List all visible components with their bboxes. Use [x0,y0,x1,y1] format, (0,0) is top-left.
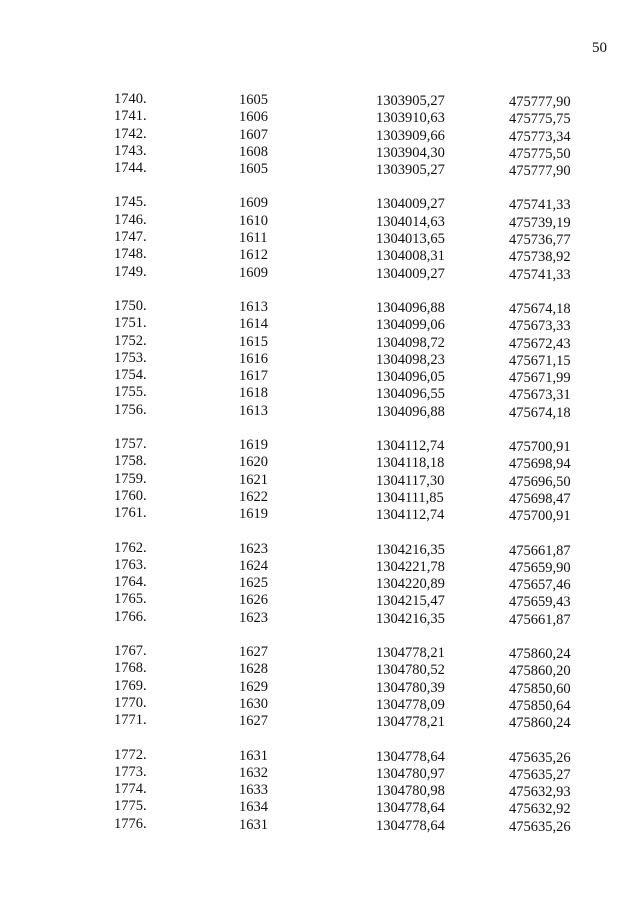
table-row [0,748,640,765]
table-row [0,644,640,661]
point-number-cell: 1605 [239,92,268,108]
x-coordinate-cell: 1303904,30 [376,144,445,161]
table-row [0,144,640,161]
point-number-cell: 1605 [239,161,268,178]
table-row [0,316,640,333]
coordinate-table [0,92,640,851]
table-row [0,454,640,471]
x-coordinate-cell: 1304111,85 [376,489,444,506]
x-coordinate-cell: 1304096,88 [376,403,445,420]
row-index-cell: 1761. [114,505,147,522]
point-number-cell: 1634 [239,799,268,816]
table-row [0,92,640,109]
point-number-cell: 1613 [239,298,268,315]
row-index-cell: 1746. [114,211,147,228]
row-index-cell: 1757. [114,436,147,453]
point-number-cell: 1628 [239,661,268,678]
y-coordinate-cell: 475773,34 [509,128,571,145]
point-number-cell: 1624 [239,557,268,574]
row-index-cell: 1753. [114,349,147,366]
y-coordinate-cell: 475739,19 [509,214,571,231]
point-number-cell: 1627 [239,644,268,661]
row-index-cell: 1756. [114,401,147,418]
table-row [0,489,640,506]
table-row [0,765,640,782]
x-coordinate-cell: 1304008,31 [376,248,445,265]
x-coordinate-cell: 1304778,21 [376,645,445,662]
table-row [0,247,640,264]
x-coordinate-cell: 1304778,09 [376,696,445,713]
point-number-cell: 1615 [239,333,268,350]
y-coordinate-cell: 475777,90 [509,163,571,180]
table-row [0,558,640,575]
y-coordinate-cell: 475741,33 [509,266,571,283]
row-index-cell: 1760. [114,487,147,504]
row-index-cell: 1750. [114,297,147,314]
x-coordinate-cell: 1304096,55 [376,386,445,403]
y-coordinate-cell: 475860,20 [509,663,571,680]
row-index-cell: 1764. [114,574,147,591]
table-row [0,213,640,230]
point-number-cell: 1613 [239,402,268,419]
x-coordinate-cell: 1304778,64 [376,800,445,817]
y-coordinate-cell: 475671,99 [509,370,571,387]
y-coordinate-cell: 475674,18 [509,404,571,421]
row-index-cell: 1745. [114,194,147,211]
table-row [0,161,640,178]
row-index-cell: 1765. [114,591,147,608]
y-coordinate-cell: 475698,47 [509,490,571,507]
row-index-cell: 1770. [114,694,147,711]
point-number-cell: 1620 [239,454,268,471]
point-number-cell: 1617 [239,368,268,385]
row-index-cell: 1755. [114,384,147,401]
x-coordinate-cell: 1303910,63 [376,110,445,127]
row-index-cell: 1754. [114,367,147,384]
row-index-cell: 1759. [114,470,147,487]
table-row [0,265,640,282]
page-number: 50 [592,40,607,56]
point-number-cell: 1619 [239,437,268,454]
table-row [0,713,640,730]
table-row [0,437,640,454]
y-coordinate-cell: 475659,90 [509,559,571,576]
table-row [0,679,640,696]
point-number-cell: 1609 [239,195,268,212]
y-coordinate-cell: 475777,90 [509,94,571,110]
y-coordinate-cell: 475736,77 [509,232,571,249]
y-coordinate-cell: 475657,46 [509,577,571,594]
point-number-cell: 1622 [239,488,268,505]
x-coordinate-cell: 1304215,47 [376,593,445,610]
y-coordinate-cell: 475775,75 [509,111,571,128]
y-coordinate-cell: 475661,87 [509,611,571,628]
row-index-cell: 1751. [114,315,147,332]
y-coordinate-cell: 475661,87 [509,542,571,559]
point-number-cell: 1609 [239,264,268,281]
point-number-cell: 1606 [239,109,268,126]
y-coordinate-cell: 475671,15 [509,352,571,369]
point-number-cell: 1612 [239,247,268,264]
y-coordinate-cell: 475635,27 [509,766,571,783]
row-index-cell: 1776. [114,815,147,832]
row-index-cell: 1744. [114,160,147,177]
y-coordinate-cell: 475632,92 [509,801,571,818]
table-row [0,403,640,420]
table-row [0,334,640,351]
point-number-cell: 1619 [239,506,268,523]
point-number-cell: 1610 [239,212,268,229]
point-number-cell: 1631 [239,816,268,833]
x-coordinate-cell: 1304118,18 [376,455,445,472]
row-index-cell: 1769. [114,677,147,694]
x-coordinate-cell: 1303905,27 [376,162,445,179]
x-coordinate-cell: 1304013,65 [376,231,445,248]
row-index-cell: 1742. [114,125,147,142]
point-number-cell: 1623 [239,540,268,557]
table-row [0,351,640,368]
point-number-cell: 1625 [239,575,268,592]
point-number-cell: 1618 [239,385,268,402]
row-index-cell: 1748. [114,246,147,263]
x-coordinate-cell: 1304220,89 [376,576,445,593]
x-coordinate-cell: 1304009,27 [376,196,445,213]
y-coordinate-cell: 475860,24 [509,646,571,663]
point-number-cell: 1630 [239,695,268,712]
x-coordinate-cell: 1304112,74 [376,507,445,524]
table-row [0,661,640,678]
table-row [0,575,640,592]
table-row [0,782,640,799]
x-coordinate-cell: 1304780,97 [376,765,445,782]
table-row [0,299,640,316]
x-coordinate-cell: 1304117,30 [376,472,445,489]
y-coordinate-cell: 475850,60 [509,680,571,697]
point-number-cell: 1611 [239,230,268,247]
table-row [0,472,640,489]
row-index-cell: 1773. [114,763,147,780]
coordinate-group [0,748,640,834]
point-number-cell: 1616 [239,350,268,367]
row-index-cell: 1743. [114,142,147,159]
coordinate-group [0,299,640,420]
x-coordinate-cell: 1304778,64 [376,817,445,834]
point-number-cell: 1623 [239,609,268,626]
row-index-cell: 1763. [114,556,147,573]
table-row [0,799,640,816]
point-number-cell: 1621 [239,471,268,488]
y-coordinate-cell: 475741,33 [509,197,571,214]
y-coordinate-cell: 475700,91 [509,508,571,525]
table-row [0,368,640,385]
table-row [0,109,640,126]
point-number-cell: 1614 [239,316,268,333]
point-number-cell: 1631 [239,747,268,764]
y-coordinate-cell: 475698,94 [509,456,571,473]
row-index-cell: 1752. [114,332,147,349]
coordinate-group [0,541,640,627]
point-number-cell: 1626 [239,592,268,609]
row-index-cell: 1772. [114,746,147,763]
row-index-cell: 1741. [114,108,147,125]
y-coordinate-cell: 475738,92 [509,249,571,266]
point-number-cell: 1627 [239,713,268,730]
x-coordinate-cell: 1304112,74 [376,438,445,455]
y-coordinate-cell: 475632,93 [509,784,571,801]
row-index-cell: 1766. [114,608,147,625]
x-coordinate-cell: 1304780,98 [376,783,445,800]
x-coordinate-cell: 1304216,35 [376,610,445,627]
table-row [0,610,640,627]
row-index-cell: 1775. [114,798,147,815]
row-index-cell: 1771. [114,712,147,729]
y-coordinate-cell: 475850,64 [509,697,571,714]
x-coordinate-cell: 1304096,05 [376,369,445,386]
y-coordinate-cell: 475659,43 [509,594,571,611]
row-index-cell: 1767. [114,643,147,660]
table-row [0,592,640,609]
x-coordinate-cell: 1304216,35 [376,541,445,558]
y-coordinate-cell: 475696,50 [509,473,571,490]
coordinate-group [0,437,640,523]
y-coordinate-cell: 475673,33 [509,318,571,335]
x-coordinate-cell: 1304780,52 [376,662,445,679]
point-number-cell: 1632 [239,764,268,781]
table-row [0,506,640,523]
y-coordinate-cell: 475700,91 [509,439,571,456]
y-coordinate-cell: 475672,43 [509,335,571,352]
table-row [0,385,640,402]
y-coordinate-cell: 475775,50 [509,145,571,162]
table-row [0,127,640,144]
row-index-cell: 1758. [114,453,147,470]
x-coordinate-cell: 1304014,63 [376,213,445,230]
point-number-cell: 1608 [239,143,268,160]
y-coordinate-cell: 475635,26 [509,749,571,766]
row-index-cell: 1747. [114,229,147,246]
x-coordinate-cell: 1304096,88 [376,299,445,316]
table-row [0,195,640,212]
x-coordinate-cell: 1304778,21 [376,714,445,731]
y-coordinate-cell: 475635,26 [509,818,571,835]
table-row [0,817,640,834]
point-number-cell: 1633 [239,782,268,799]
x-coordinate-cell: 1304778,64 [376,748,445,765]
row-index-cell: 1768. [114,660,147,677]
x-coordinate-cell: 1304009,27 [376,265,445,282]
y-coordinate-cell: 475860,24 [509,715,571,732]
coordinate-group [0,195,640,281]
coordinate-group [0,644,640,730]
x-coordinate-cell: 1304098,72 [376,334,445,351]
point-number-cell: 1607 [239,126,268,143]
y-coordinate-cell: 475673,31 [509,387,571,404]
coordinate-group [0,92,640,178]
point-number-cell: 1629 [239,678,268,695]
x-coordinate-cell: 1304221,78 [376,558,445,575]
x-coordinate-cell: 1304780,39 [376,679,445,696]
y-coordinate-cell: 475674,18 [509,300,571,317]
table-row [0,541,640,558]
table-row [0,230,640,247]
row-index-cell: 1762. [114,539,147,556]
row-index-cell: 1749. [114,263,147,280]
table-row [0,696,640,713]
x-coordinate-cell: 1304098,23 [376,351,445,368]
row-index-cell: 1774. [114,781,147,798]
x-coordinate-cell: 1303905,27 [376,93,445,109]
x-coordinate-cell: 1303909,66 [376,127,445,144]
x-coordinate-cell: 1304099,06 [376,317,445,334]
row-index-cell: 1740. [114,91,147,107]
